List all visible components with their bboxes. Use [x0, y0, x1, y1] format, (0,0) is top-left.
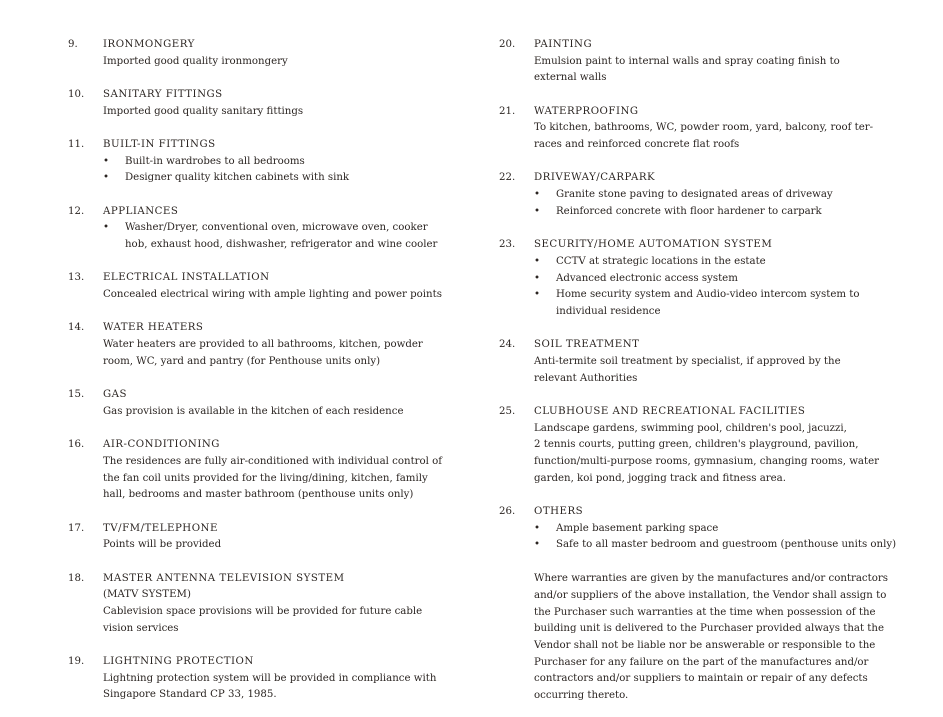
- section-text-line: room, WC, yard and pantry (for Penthouse units only): [103, 355, 381, 367]
- section-title: ELECTRICAL INSTALLATION: [103, 272, 270, 284]
- section-title: IRONMONGERY: [103, 39, 195, 50]
- spec-section: [68, 137, 468, 187]
- section-text-line: Singapore Standard CP 33, 1985.: [103, 689, 277, 701]
- section-title: SECURITY/HOME AUTOMATION SYSTEM: [534, 239, 773, 251]
- left-column: [68, 37, 468, 704]
- spec-section: [68, 521, 468, 554]
- section-number: 25.: [499, 405, 516, 417]
- spec-section: [68, 204, 468, 254]
- section-text-line: To kitchen, bathrooms, WC, powder room, yard, balcony, roof ter-: [534, 122, 874, 134]
- bullet-list: [534, 254, 899, 321]
- section-title: LIGHTNING PROTECTION: [103, 655, 254, 667]
- bullet-item: [534, 187, 899, 204]
- bullet-list: [103, 154, 468, 187]
- warranty-line: Vendor shall not be liable nor be answerable or responsible to the: [534, 639, 876, 651]
- section-text-line: Points will be provided: [103, 539, 222, 551]
- section-text-line: vision services: [103, 622, 179, 634]
- warranty-paragraph: [499, 571, 899, 705]
- bullet-line: • Washer/Dryer, conventional oven, microwave oven, cooker: [125, 222, 428, 234]
- section-text-line: Imported good quality ironmongery: [103, 55, 288, 67]
- bullet-item: [103, 170, 468, 187]
- warranty-line: the Purchaser such warranties at the time when possession of the: [534, 606, 876, 618]
- section-title: SOIL TREATMENT: [534, 339, 640, 351]
- section-text-line: Landscape gardens, swimming pool, children's pool, jacuzzi,: [534, 422, 847, 434]
- bullet-line: • Built-in wardrobes to all bedrooms: [125, 155, 305, 167]
- bullet-line: individual residence: [556, 305, 661, 317]
- right-column: [499, 37, 899, 705]
- section-title: APPLIANCES: [103, 205, 179, 217]
- section-title: CLUBHOUSE AND RECREATIONAL FACILITIES: [534, 405, 806, 417]
- section-text-line: the fan coil units provided for the living/dining, kitchen, family: [103, 472, 428, 484]
- section-number: 26.: [499, 506, 516, 518]
- spec-section: [68, 87, 468, 120]
- warranty-line: occurring thereto.: [534, 690, 629, 702]
- section-number: 23.: [499, 239, 516, 251]
- section-number: 20.: [499, 39, 516, 50]
- section-number: 15.: [68, 389, 85, 401]
- spec-section: [499, 504, 899, 554]
- warranty-line: contractors and/or suppliers to maintain or repair of any defects: [534, 673, 868, 685]
- section-text-line: hall, bedrooms and master bathroom (penthouse units only): [103, 489, 414, 501]
- section-text-line: Gas provision is available in the kitchen of each residence: [103, 405, 404, 417]
- section-number: 17.: [68, 522, 85, 534]
- section-title: SANITARY FITTINGS: [103, 89, 223, 100]
- section-text-line: races and reinforced concrete flat roofs: [534, 139, 740, 151]
- warranty-line: and/or suppliers of the above installation, the Vendor shall assign to: [534, 589, 887, 601]
- bullet-line: • Reinforced concrete with floor hardener to carpark: [556, 205, 822, 217]
- spec-section: [68, 654, 468, 704]
- section-text-line: external walls: [534, 72, 607, 84]
- section-title: WATER HEATERS: [103, 322, 204, 334]
- section-text-line: Concealed electrical wiring with ample lighting and power points: [103, 289, 442, 301]
- bullet-line: • Safe to all master bedroom and guestroom (penthouse units only): [556, 539, 897, 551]
- bullet-line: hob, exhaust hood, dishwasher, refrigerator and wine cooler: [125, 239, 438, 251]
- spec-section: [499, 237, 899, 321]
- warranty-line: Where warranties are given by the manufactures and/or contractors: [534, 573, 888, 585]
- section-text-line: relevant Authorities: [534, 372, 638, 384]
- spec-section: [499, 337, 899, 387]
- bullet-item: [534, 287, 899, 320]
- section-number: 13.: [68, 272, 85, 284]
- bullet-item: [534, 204, 899, 221]
- bullet-line: • Advanced electronic access system: [556, 272, 738, 284]
- section-number: 12.: [68, 205, 85, 217]
- section-text-line: garden, koi pond, jogging track and fitness area.: [534, 472, 786, 484]
- bullet-list: [534, 521, 899, 554]
- spec-section: [499, 404, 899, 488]
- spec-section: [68, 320, 468, 370]
- spec-section: [68, 37, 468, 70]
- bullet-line: • CCTV at strategic locations in the estate: [556, 255, 766, 267]
- section-text-line: Emulsion paint to internal walls and spray coating finish to: [534, 55, 840, 67]
- section-text-line: Water heaters are provided to all bathrooms, kitchen, powder: [103, 339, 423, 351]
- section-text-line: (MATV SYSTEM): [103, 589, 191, 601]
- section-title: WATERPROOFING: [534, 105, 639, 117]
- section-text-line: 2 tennis courts, putting green, children's playground, pavilion,: [534, 439, 859, 451]
- bullet-item: [534, 521, 899, 538]
- section-number: 9.: [68, 39, 78, 50]
- bullet-item: [103, 220, 468, 253]
- spec-section: [499, 104, 899, 154]
- section-title: PAINTING: [534, 39, 593, 50]
- section-text-line: function/multi-purpose rooms, gymnasium, changing rooms, water: [534, 456, 880, 468]
- section-title: DRIVEWAY/CARPARK: [534, 172, 656, 184]
- section-text-line: Cablevision space provisions will be provided for future cable: [103, 605, 423, 617]
- bullet-list: [103, 220, 468, 253]
- spec-section: [68, 270, 468, 303]
- spec-section: [68, 387, 468, 420]
- section-text-line: Lightning protection system will be provided in compliance with: [103, 672, 437, 684]
- bullet-line: • Ample basement parking space: [556, 522, 719, 534]
- section-number: 18.: [68, 572, 85, 584]
- section-title: MASTER ANTENNA TELEVISION SYSTEM: [103, 572, 345, 584]
- bullet-list: [534, 187, 899, 220]
- section-number: 14.: [68, 322, 85, 334]
- warranty-line: Purchaser for any failure on the part of the manufactures and/or: [534, 656, 869, 668]
- section-number: 21.: [499, 105, 516, 117]
- section-title: AIR-CONDITIONING: [103, 439, 220, 451]
- section-title: TV/FM/TELEPHONE: [103, 522, 218, 534]
- bullet-item: [103, 154, 468, 171]
- bullet-line: • Home security system and Audio-video intercom system to: [556, 289, 860, 301]
- section-number: 22.: [499, 172, 516, 184]
- section-number: 19.: [68, 655, 85, 667]
- section-number: 24.: [499, 339, 516, 351]
- bullet-item: [534, 254, 899, 271]
- section-number: 11.: [68, 139, 85, 150]
- bullet-line: • Granite stone paving to designated areas of driveway: [556, 189, 833, 201]
- spec-section: [499, 37, 899, 87]
- section-number: 10.: [68, 89, 85, 100]
- spec-section: [499, 170, 899, 220]
- section-title: OTHERS: [534, 506, 584, 518]
- bullet-line: • Designer quality kitchen cabinets with sink: [125, 172, 350, 184]
- section-title: GAS: [103, 389, 127, 401]
- spec-section: [68, 437, 468, 504]
- section-text-line: Anti-termite soil treatment by specialist, if approved by the: [534, 355, 841, 367]
- warranty-line: building unit is delivered to the Purchaser provided always that the: [534, 623, 884, 635]
- section-text-line: The residences are fully air-conditioned with individual control of: [103, 455, 443, 467]
- section-title: BUILT-IN FITTINGS: [103, 139, 216, 150]
- section-text-line: Imported good quality sanitary fittings: [103, 105, 304, 117]
- spec-section: [68, 571, 468, 638]
- bullet-item: [534, 537, 899, 554]
- bullet-item: [534, 271, 899, 288]
- section-number: 16.: [68, 439, 85, 451]
